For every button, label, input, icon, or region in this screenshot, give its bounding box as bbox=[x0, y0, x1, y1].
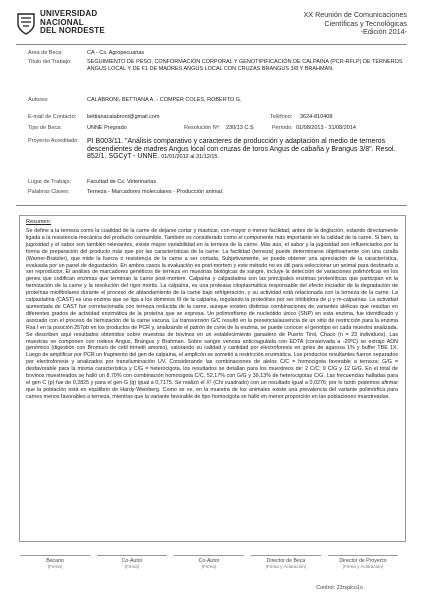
email-value: bettianacalabroni@gmail.com bbox=[87, 114, 160, 120]
page: UNIVERSIDAD NACIONAL DEL NORDESTE XX Reunión de Comunicaciones Científicas y Tecnológicas -Edición 2014- Area de Beca: CA - Cs. Agropecuarias Titulo del Trabajo: SEGUIMIENTO DE PESO, CONFORMACIÓN CORPORAL Y GENOTIPIFICACIÓN DE CALPAINA (PCR-RFLP) DE TERNEROS ANGUS LOCAL Y DE F1 DE MADRES ANGUS LOCAL CON CRUZAS BRANGUS 3/8 Y BRAHMAN. Autores: CALABRONI, BETTIANA A. - COMPER COLES, ROBERTO G. E-mail de Contacto: bettianacalabroni@gmail.com Teléfono: 3624-810408 Tipo de Beca: UNNE Pregrado Resolución Nº: 230/13 C.S Período: 01/08/2013 - 31/08/2014 Proyecto Acreditado: PI B003/11. "Análisis comparativo y caracteres de producción y adaptación al medio de terneros descendientes de madres Angus local con cruzas de toros Angus de cabaña y Brangus 3/8". Resol. 852/1. SGCyT - UNNE. 01/01/2012 al 31/12/15. Lugar de Trabajo: Facultad de Cs. Veterinarias Palabras Claves: Terneza - Marcadores moleculares - Producción animal. Resumen: Se define a la terneza como la cualidad de la carne de dejarse cortar y masticar, con mayor o menor facilidad, antes de la deglución, estando directamente ligada a la resistencia mecánica del producto consumible. También es considerado como el componente más importante en la calidad de la carne. Si bien, la jugosidad y el sabor son también relevantes, existe mayor variabilidad en la terneza de la carne. Más aun, el sabor y la jugosidad son influenciados por la forma de preparación del producto más que por las características de la carne. La facilidad (terneza) puede determinarse objetivamente con una cizalla (Warner-Bratzler), que mide la fuerza o resistencia de la carne a ser cortada. Subjetivamente, se puede obtener una apreciación de la característica, evaluada por un panel de degustación. En ambos casos la evaluación es post-mortem y este método no es útil para seleccionar un animal para destinarlo a ser reproductor. El análisis de marcadores genéticos de terneza en muestras biológicas de sangre, incluye la detección de variaciones polimórficas en los genes que codifican enzimas que terminan la carne post-mortem. Calpaína y calpastatina son las principales enzimas proteolíticas que participan en la tiernización de la carne y la resolución del rigor mortis. La calpaína, es una proteasa citoplasmática responsable del efecto iniciador de la degradación de proteínas miofibrilares durante el proceso de ablandamiento de la carne bajo refrigeración, y su actividad está relacionada con la terneza de la carne. La calpastatina (CAST) es una enzima que se liga a los dominios III de la calpaína, regulando la proteólisis por ser inhibidora de μ y m-calpaínas. La actividad aumentada de CAST fue correlacionada con terneza reducida de la carne, aunque existen distintas combinaciones de variantes alélicas que resultan en diferentes grados de actividad enzimática de la proteína que se expresa. Un polimorfismo de nucleótido único (SNP) en esta enzima, fue identificado y asociado con el proceso de tiernización de la carne vacuna. La transversión G/C resultó en la presencia/ausencia de un sitio de restricción para la enzima Rsa I en la posición 257pb en los productos de PCR y, analizando el patrón de corte de la enzima, se puede conocer el genotipo en cada muestra analizada. Se describen aquí resultados obtenidos sobre muestras de bovinos en un establecimiento ganadero de Puerto Tirol, Chaco (n = 23 individuos). Las muestras se componen con rodeos Angus, Brangus y Brahman. Sobre sangre venosa anticoagulada con EDTA (conservada a -20ºC) se extrajo ADN genómico (digestión con Bromuro de cetil trimetil amonio), valorando su calidad y cantidad por electroforesis en geles de agarosa 1% y buffer TBE 1X. Luego de amplificar por PCR un fragmento del gen de calpaína, el amplicón se sometió a restricción enzimática. Los productos resultantes fueron separados por electroforesis y analizados por transiluminación UV. Considerando las combinaciones de alelos C/C = homocigota favorable a terneza; G/G = desfavorable para la misma característica y C/G = heterocigota, los resultados se detallan para los muestreos de: 2 C/C; 9 C/G y 12 G/G. En el total de bovinos muestreados se halló un 8,70% con combinación homocigota C/C, 52,17% con G/G y 39,13% de heterocigotas C/G. Las frecuencias halladas para el gen C (p) fue de 0,2825 y para el gen G (q) igual a 0,7175. Se realizó el X² (Chi cuadrado) con un resultado igual a 0,0276; por lo tanto podemos afirmar que la población está en equilibrio de Hardy-Weinberg. Como se ve, en la muestra de los animales existe una prevalencia del variante polimórfica para carnes menos favorables a terneza, mientras que la variante favorable de tipo homocigota se halló en menor proporción en las poblaciones muestreadas. Becario (Firma) Co-Autor (Firma) Co-Autor (Firma) Director de Beca (Firma y Aclaración) Director de Proyecto (Firma y Aclaración) Control: 23rsplco1o bbox=[0, 0, 423, 600]
resolution-label: Resolución Nº: bbox=[184, 125, 221, 131]
phone-label: Teléfono: bbox=[270, 114, 293, 120]
signature-director-beca: Director de Beca (Firma y Aclaración) bbox=[251, 555, 321, 570]
workplace-value: Facultad de Cs. Veterinarias bbox=[87, 179, 157, 185]
signature-coautor-1: Co-Autor (Firma) bbox=[97, 555, 167, 570]
abstract-title: Resumen: bbox=[26, 219, 52, 225]
university-name: UNIVERSIDAD NACIONAL DEL NORDESTE bbox=[40, 9, 105, 36]
university-shield-icon bbox=[16, 12, 36, 36]
phone-value: 3624-810408 bbox=[300, 114, 333, 120]
form-divider bbox=[16, 205, 407, 206]
signature-coautor-2: Co-Autor (Firma) bbox=[174, 555, 244, 570]
conference-title: XX Reunión de Comunicaciones Científicas y Tecnológicas -Edición 2014- bbox=[303, 10, 407, 37]
area-value: CA - Cs. Agropecuarias bbox=[87, 50, 145, 56]
grant-type-value: UNNE Pregrado bbox=[87, 125, 127, 131]
header-divider bbox=[16, 44, 407, 45]
period-label: Período: bbox=[272, 125, 293, 131]
project-value: PI B003/11. "Análisis comparativo y caracteres de producción y adaptación al medio de terneros descendientes de madres Angus local con cruzas de toros Angus de cabaña y Brangus 3/8". Resol. 852/1. SGCyT - UNNE. 01/01/2012 al 31/12/15. bbox=[87, 138, 396, 161]
period-value: 01/08/2013 - 31/08/2014 bbox=[296, 125, 356, 131]
signature-director-proyecto: Director de Proyecto (Firma y Aclaración) bbox=[328, 555, 398, 570]
resolution-value: 230/13 C.S bbox=[226, 125, 254, 131]
control-code: Control: 23rsplco1o bbox=[316, 585, 363, 591]
keywords-value: Terneza - Marcadores moleculares - Producción animal. bbox=[87, 189, 224, 195]
abstract-text: Se define a la terneza como la cualidad de la carne de dejarse cortar y masticar, con mayor o menor facilidad, antes de la deglución, estando directamente ligada a la resistencia mecánica del producto consumible. También es considerado como el componente más importante en la calidad de la carne. Si bien, la jugosidad y el sabor son también relevantes, existe mayor variabilidad en la terneza de la carne. Más aun, el sabor y la jugosidad son influenciados por la forma de preparación del producto más que por las características de la carne. La facilidad (terneza) puede determinarse objetivamente con una cizalla (Warner-Bratzler), que mide la fuerza o resistencia de la carne a ser cortada. Subjetivamente, se puede obtener una apreciación de la característica, evaluada por un panel de degustación. En ambos casos la evaluación es post-mortem y este método no es útil para seleccionar un animal para destinarlo a ser reproductor. El análisis de marcadores genéticos de terneza en muestras biológicas de sangre, incluye la detección de variaciones polimórficas en los genes que codifican enzimas que terminan la carne post-mortem. Calpaína y calpastatina son las principales enzimas proteolíticas que participan en la tiernización de la carne y la resolución del rigor mortis. La calpaína, es una proteasa citoplasmática responsable del efecto iniciador de la degradación de proteínas miofibrilares durante el proceso de ablandamiento de la carne bajo refrigeración, y su actividad está relacionada con la terneza de la carne. La calpastatina (CAST) es una enzima que se liga a los dominios III de la calpaína, regulando la proteólisis por ser inhibidora de μ y m-calpaínas. La actividad aumentada de CAST fue correlacionada con terneza reducida de la carne, aunque existen distintas combinaciones de variantes alélicas que resultan en diferentes grados de actividad enzimática de la proteína que se expresa. Un polimorfismo de nucleótido único (SNP) en esta enzima, fue identificado y asociado con el proceso de tiernización de la carne vacuna. La transversión G/C resultó en la presencia/ausencia de un sitio de restricción para la enzima Rsa I en la posición 257pb en los productos de PCR y, analizando el patrón de corte de la enzima, se puede conocer el genotipo en cada muestra analizada. Se describen aquí resultados obtenidos sobre muestras de bovinos en un establecimiento ganadero de Puerto Tirol, Chaco (n = 23 individuos). Las muestras se componen con rodeos Angus, Brangus y Brahman. Sobre sangre venosa anticoagulada con EDTA (conservada a -20ºC) se extrajo ADN genómico (digestión con Bromuro de cetil trimetil amonio), valorando su calidad y cantidad por electroforesis en geles de agarosa 1% y buffer TBE 1X. Luego de amplificar por PCR un fragmento del gen de calpaína, el amplicón se sometió a restricción enzimática. Los productos resultantes fueron separados por electroforesis y analizados por transiluminación UV. Considerando las combinaciones de alelos C/C = homocigota favorable a terneza; G/G = desfavorable para la misma característica y C/G = heterocigota, los resultados se detallan para los muestreos de: 2 C/C; 9 C/G y 12 G/G. En el total de bovinos muestreados se halló un 8,70% con combinación homocigota C/C, 52,17% con G/G y 39,13% de heterocigotas C/G. Las frecuencias halladas para el gen C (p) fue de 0,2825 y para el gen G (q) igual a 0,7175. Se realizó el X² (Chi cuadrado) con un resultado igual a 0,0276; por lo tanto podemos afirmar que la población está en equilibrio de Hardy-Weinberg. Como se ve, en la muestra de los animales existe una prevalencia del variante polimórfica para carnes menos favorables a terneza, mientras que la variante favorable de tipo homocigota se halló en menor proporción en las poblaciones muestreadas. bbox=[26, 228, 398, 400]
work-title: SEGUIMIENTO DE PESO, CONFORMACIÓN CORPORAL Y GENOTIPIFICACIÓN DE CALPAINA (PCR-RFLP) DE TERNEROS ANGUS LOCAL Y DE F1 DE MADRES ANGUS LOCAL CON CRUZAS BRANGUS 3/8 Y BRAHMAN. bbox=[87, 59, 403, 72]
authors-value: CALABRONI, BETTIANA A. - COMPER COLES, ROBERTO G. bbox=[87, 97, 242, 103]
unne-logo bbox=[16, 10, 166, 40]
signature-becario: Becario (Firma) bbox=[20, 555, 90, 570]
